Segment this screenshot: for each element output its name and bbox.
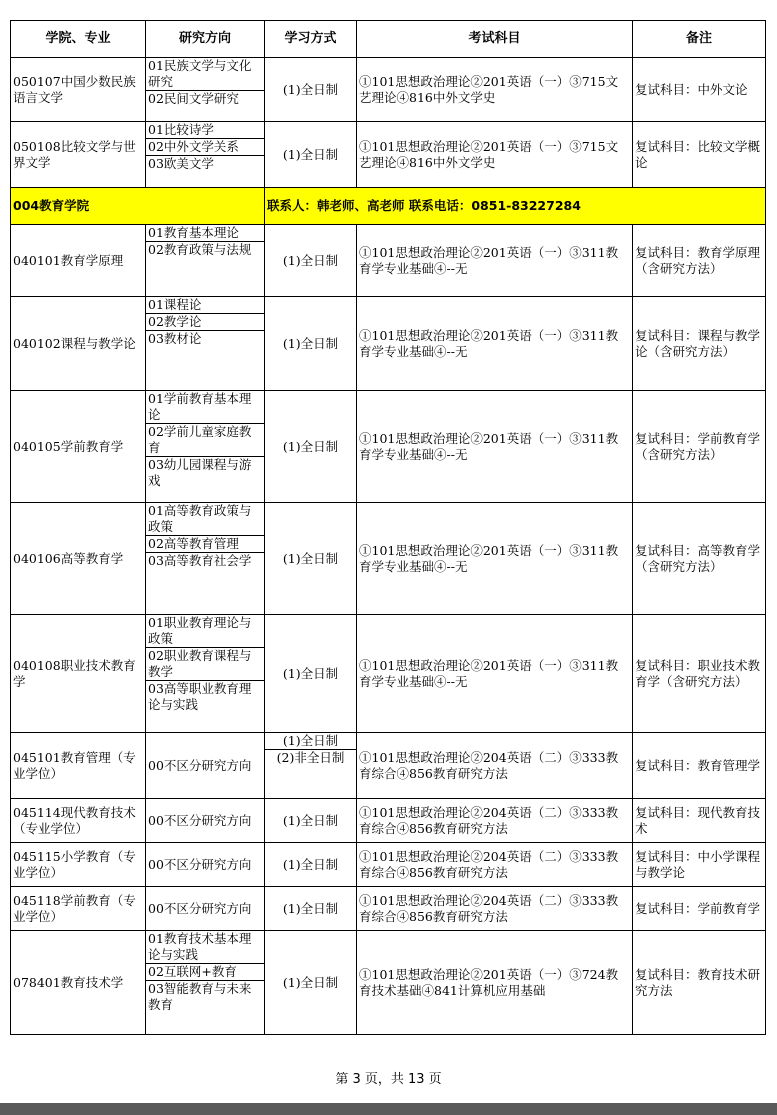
exam-subjects-cell: ①101思想政治理论②204英语（二）③333教育综合④856教育研究方法 xyxy=(357,733,633,799)
direction-item: 02教学论 xyxy=(146,314,264,331)
study-mode-cell: (1)全日制 xyxy=(265,887,357,931)
table-row xyxy=(11,297,766,391)
direction-item: 02高等教育管理 xyxy=(146,536,264,553)
notes-cell: 复试科目：中小学课程与教学论 xyxy=(633,843,766,887)
notes-cell: 复试科目：课程与教学论（含研究方法） xyxy=(633,297,766,391)
exam-subjects-cell: ①101思想政治理论②201英语（一）③311教育学专业基础④--无 xyxy=(357,225,633,297)
direction-item: 02职业教育课程与教学 xyxy=(146,648,264,681)
exam-subjects-cell: ①101思想政治理论②201英语（一）③715文艺理论④816中外文学史 xyxy=(357,122,633,188)
direction-item: 01比较诗学 xyxy=(146,122,264,139)
header-exam-subjects: 考试科目 xyxy=(357,21,633,58)
header-major: 学院、专业 xyxy=(11,21,146,58)
notes-cell: 复试科目：教育学原理（含研究方法） xyxy=(633,225,766,297)
header-notes: 备注 xyxy=(633,21,766,58)
notes-cell: 复试科目：现代教育技术 xyxy=(633,799,766,843)
exam-subjects-cell: ①101思想政治理论②201英语（一）③724教育技术基础④841计算机应用基础 xyxy=(357,931,633,1035)
major-cell: 045101教育管理（专业学位） xyxy=(11,733,146,799)
table-row xyxy=(11,931,766,1035)
exam-subjects-cell: ①101思想政治理论②204英语（二）③333教育综合④856教育研究方法 xyxy=(357,843,633,887)
notes-cell: 复试科目：教育技术研究方法 xyxy=(633,931,766,1035)
study-mode-cell: (1)全日制 xyxy=(265,122,357,188)
table-row xyxy=(11,843,766,887)
direction-list xyxy=(146,297,264,347)
study-mode-cell: (1)全日制 xyxy=(265,799,357,843)
direction-item: 01学前教育基本理论 xyxy=(146,391,264,424)
table-header-row xyxy=(11,21,766,58)
table-row xyxy=(11,58,766,122)
exam-subjects-cell: ①101思想政治理论②201英语（一）③311教育学专业基础④--无 xyxy=(357,503,633,615)
notes-cell: 复试科目：学前教育学 xyxy=(633,887,766,931)
notes-cell: 复试科目：中外文论 xyxy=(633,58,766,122)
major-cell: 050107中国少数民族语言文学 xyxy=(11,58,146,122)
direction-item: 03智能教育与未来教育 xyxy=(148,981,252,1012)
notes-cell: 复试科目：学前教育学（含研究方法） xyxy=(633,391,766,503)
table-row xyxy=(11,799,766,843)
college-header-row xyxy=(11,188,766,225)
direction-item: 00不区分研究方向 xyxy=(146,887,265,931)
major-cell: 050108比较文学与世界文学 xyxy=(11,122,146,188)
major-cell: 040101教育学原理 xyxy=(11,225,146,297)
direction-item: 01职业教育理论与政策 xyxy=(146,615,264,648)
study-mode-cell: (1)全日制 xyxy=(265,225,357,297)
page-number: 第 3 页，共 13 页 xyxy=(335,1072,442,1087)
major-cell: 040106高等教育学 xyxy=(11,503,146,615)
direction-item: 01教育技术基本理论与实践 xyxy=(146,931,264,964)
notes-cell: 复试科目：比较文学概论 xyxy=(633,122,766,188)
table-row xyxy=(11,615,766,733)
direction-list xyxy=(146,931,264,1013)
direction-item: 01教育基本理论 xyxy=(146,225,264,242)
direction-item: 01课程论 xyxy=(146,297,264,314)
admissions-table xyxy=(10,20,766,1035)
table-row xyxy=(11,733,766,799)
table-row xyxy=(11,122,766,188)
study-mode-cell: (1)全日制 xyxy=(265,297,357,391)
exam-subjects-cell: ①101思想政治理论②204英语（二）③333教育综合④856教育研究方法 xyxy=(357,799,633,843)
exam-subjects-cell: ①101思想政治理论②204英语（二）③333教育综合④856教育研究方法 xyxy=(357,887,633,931)
direction-item: 01民族文学与文化研究 xyxy=(146,58,264,91)
header-study-mode: 学习方式 xyxy=(265,21,357,58)
notes-cell: 复试科目：高等教育学（含研究方法） xyxy=(633,503,766,615)
exam-subjects-cell: ①101思想政治理论②201英语（一）③715文艺理论④816中外文学史 xyxy=(357,58,633,122)
direction-item: 02民间文学研究 xyxy=(148,91,239,106)
exam-subjects-cell: ①101思想政治理论②201英语（一）③311教育学专业基础④--无 xyxy=(357,297,633,391)
direction-item: 03欧美文学 xyxy=(148,156,214,171)
table-row xyxy=(11,503,766,615)
direction-item: 00不区分研究方向 xyxy=(146,733,265,799)
direction-item: 00不区分研究方向 xyxy=(146,799,265,843)
direction-item: 03教材论 xyxy=(148,331,202,346)
header-direction: 研究方向 xyxy=(146,21,265,58)
study-mode-cell: (1)全日制 xyxy=(265,843,357,887)
major-cell: 045118学前教育（专业学位） xyxy=(11,887,146,931)
major-cell: 045114现代教育技术（专业学位） xyxy=(11,799,146,843)
study-mode-cell: (1)全日制 xyxy=(265,503,357,615)
notes-cell: 复试科目：教育管理学 xyxy=(633,733,766,799)
bottom-bar xyxy=(0,1103,777,1115)
college-name: 004教育学院 xyxy=(11,188,265,225)
direction-list xyxy=(146,503,264,569)
exam-subjects-cell: ①101思想政治理论②201英语（一）③311教育学专业基础④--无 xyxy=(357,391,633,503)
direction-item: 02互联网+教育 xyxy=(146,964,264,981)
exam-subjects-cell: ①101思想政治理论②201英语（一）③311教育学专业基础④--无 xyxy=(357,615,633,733)
study-mode-item: (2)非全日制 xyxy=(276,750,345,765)
table-row xyxy=(11,887,766,931)
major-cell: 045115小学教育（专业学位） xyxy=(11,843,146,887)
study-mode-cell: (1)全日制 xyxy=(265,615,357,733)
direction-item: 02中外文学关系 xyxy=(146,139,264,156)
direction-item: 02学前儿童家庭教育 xyxy=(146,424,264,457)
direction-list xyxy=(146,225,264,258)
major-cell: 078401教育技术学 xyxy=(11,931,146,1035)
direction-list xyxy=(146,122,264,172)
table-row xyxy=(11,391,766,503)
direction-item: 03幼儿园课程与游戏 xyxy=(148,457,252,488)
direction-item: 03高等职业教育理论与实践 xyxy=(148,681,252,712)
study-mode-cell: (1)全日制 xyxy=(265,931,357,1035)
study-mode-cell: (1)全日制 xyxy=(265,391,357,503)
study-mode-cell: (1)全日制 xyxy=(265,58,357,122)
direction-item: 01高等教育政策与政策 xyxy=(146,503,264,536)
direction-list xyxy=(146,615,264,713)
major-cell: 040105学前教育学 xyxy=(11,391,146,503)
study-mode-list xyxy=(265,733,356,766)
major-cell: 040102课程与教学论 xyxy=(11,297,146,391)
study-mode-item: (1)全日制 xyxy=(265,733,356,750)
direction-item: 03高等教育社会学 xyxy=(148,553,252,568)
table-row xyxy=(11,225,766,297)
direction-item: 00不区分研究方向 xyxy=(146,843,265,887)
major-cell: 040108职业技术教育学 xyxy=(11,615,146,733)
direction-list xyxy=(146,58,264,107)
direction-item: 02教育政策与法规 xyxy=(148,242,252,257)
direction-list xyxy=(146,391,264,489)
notes-cell: 复试科目：职业技术教育学（含研究方法） xyxy=(633,615,766,733)
college-contact: 联系人：韩老师、高老师 联系电话：0851-83227284 xyxy=(265,188,766,225)
